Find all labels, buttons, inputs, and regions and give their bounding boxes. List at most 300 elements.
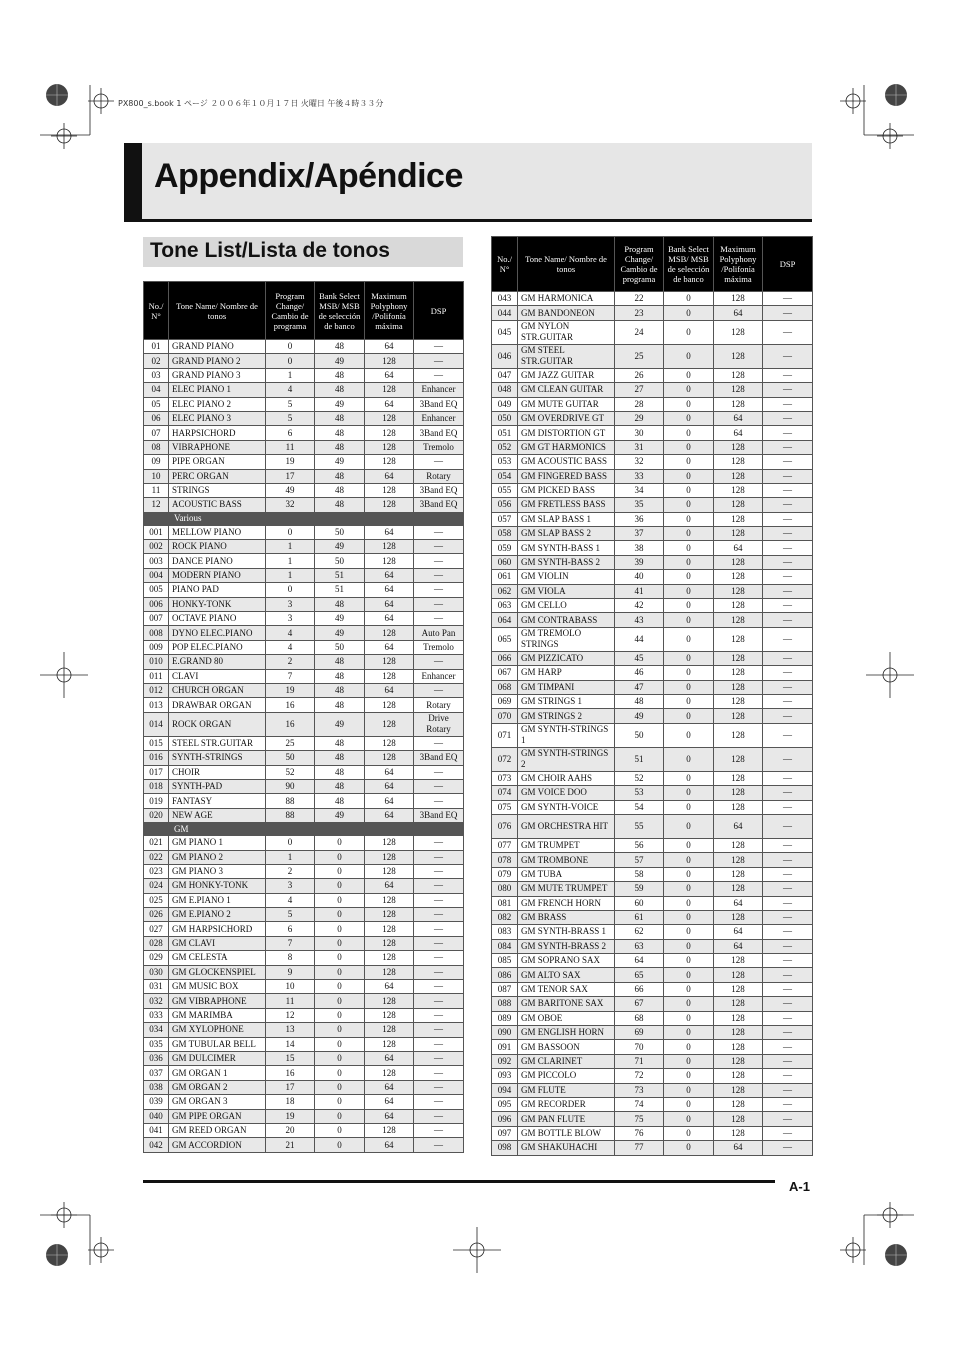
cell-poly: 128 (714, 954, 763, 968)
cell-poly: 128 (714, 838, 763, 852)
cell-no: 047 (492, 368, 518, 382)
cell-dsp: — (414, 922, 464, 936)
tone-table-left-body (144, 340, 464, 1153)
table-row (144, 808, 464, 822)
cell-msb: 0 (664, 306, 714, 320)
cell-name: GM TUBULAR BELL (169, 1037, 266, 1051)
cell-no: 07 (144, 426, 169, 440)
table-row (492, 1141, 813, 1155)
section-title: Tone List/Lista de tonos (150, 239, 390, 262)
cell-pc: 21 (266, 1138, 315, 1152)
cell-name: GM ORGAN 3 (169, 1095, 266, 1109)
cell-pc: 76 (615, 1126, 664, 1140)
cell-dsp: — (414, 864, 464, 878)
cell-no: 022 (144, 850, 169, 864)
cell-no: 041 (144, 1123, 169, 1137)
cell-no: 006 (144, 597, 169, 611)
col-header-no: No./ N° (144, 282, 169, 340)
cell-name: GM RECORDER (518, 1097, 615, 1111)
cell-poly: 128 (714, 1011, 763, 1025)
cell-poly: 128 (365, 736, 414, 750)
cell-name: GM ORGAN 2 (169, 1080, 266, 1094)
cell-dsp: — (414, 1109, 464, 1123)
cell-poly: 128 (714, 383, 763, 397)
cell-poly: 64 (365, 568, 414, 582)
cell-msb: 48 (315, 779, 365, 793)
cell-pc: 6 (266, 426, 315, 440)
cell-name: GM PAN FLUTE (518, 1112, 615, 1126)
cell-poly: 64 (365, 794, 414, 808)
col-header-program-change: Program Change/ Cambio de programa (266, 282, 315, 340)
cell-pc: 16 (266, 712, 315, 736)
cell-msb: 0 (664, 954, 714, 968)
cell-pc: 75 (615, 1112, 664, 1126)
cell-pc: 4 (266, 893, 315, 907)
table-row (492, 867, 813, 881)
cell-pc: 1 (266, 850, 315, 864)
cell-msb: 49 (315, 397, 365, 411)
cell-poly: 128 (714, 910, 763, 924)
cell-no: 090 (492, 1026, 518, 1040)
table-row (492, 1112, 813, 1126)
cell-pc: 5 (266, 397, 315, 411)
cell-no: 050 (492, 411, 518, 425)
cell-msb: 0 (664, 1112, 714, 1126)
cell-pc: 60 (615, 896, 664, 910)
cell-msb: 0 (664, 867, 714, 881)
table-row (492, 455, 813, 469)
cell-pc: 39 (615, 555, 664, 569)
cell-pc: 17 (266, 469, 315, 483)
cell-no: 045 (492, 320, 518, 344)
cell-dsp: — (763, 599, 813, 613)
cell-dsp: — (763, 910, 813, 924)
cell-msb: 0 (664, 747, 714, 771)
cell-pc: 11 (266, 994, 315, 1008)
table-row (144, 922, 464, 936)
cell-msb: 0 (315, 1095, 365, 1109)
cell-poly: 64 (365, 1080, 414, 1094)
cell-name: GM SYNTH-BRASS 1 (518, 925, 615, 939)
cell-poly: 128 (714, 723, 763, 747)
cell-msb: 0 (664, 483, 714, 497)
table-row (492, 584, 813, 598)
cell-pc: 47 (615, 680, 664, 694)
cell-msb: 48 (315, 368, 365, 382)
cell-pc: 40 (615, 570, 664, 584)
cell-dsp: — (763, 1097, 813, 1111)
cell-dsp: — (763, 925, 813, 939)
cell-no: 060 (492, 555, 518, 569)
table-row (492, 498, 813, 512)
cell-no: 088 (492, 997, 518, 1011)
cell-name: MODERN PIANO (169, 568, 266, 582)
cell-name: GM CONTRABASS (518, 613, 615, 627)
group-row (144, 512, 464, 525)
col-header-dsp: DSP (763, 237, 813, 292)
cell-dsp: — (414, 597, 464, 611)
table-row (144, 1080, 464, 1094)
cell-dsp: — (414, 893, 464, 907)
cell-no: 013 (144, 698, 169, 712)
cell-poly: 128 (714, 771, 763, 785)
cell-msb: 0 (664, 1040, 714, 1054)
cell-poly: 64 (365, 779, 414, 793)
cell-msb: 48 (315, 669, 365, 683)
cell-poly: 128 (365, 951, 414, 965)
cell-name: GM SYNTH-BASS 1 (518, 541, 615, 555)
cell-dsp: Enhancer (414, 383, 464, 397)
cell-dsp: — (414, 951, 464, 965)
cell-pc: 32 (615, 455, 664, 469)
cell-name: DYNO ELEC.PIANO (169, 626, 266, 640)
cell-no: 094 (492, 1083, 518, 1097)
cell-poly: 128 (714, 397, 763, 411)
table-row (144, 640, 464, 654)
cell-poly: 64 (365, 397, 414, 411)
col-header-bank-select: Bank Select MSB/ MSB de selección de banco (315, 282, 365, 340)
cell-pc: 3 (266, 597, 315, 611)
table-row (492, 814, 813, 838)
cell-poly: 128 (714, 747, 763, 771)
cell-poly: 128 (714, 853, 763, 867)
cell-name: GM HONKY-TONK (169, 879, 266, 893)
cell-no: 057 (492, 512, 518, 526)
cell-pc: 56 (615, 838, 664, 852)
cell-dsp: — (763, 1069, 813, 1083)
cell-msb: 0 (664, 997, 714, 1011)
table-row (492, 1040, 813, 1054)
table-row (492, 968, 813, 982)
cell-no: 011 (144, 669, 169, 683)
cell-no: 03 (144, 368, 169, 382)
cell-dsp: — (414, 765, 464, 779)
cell-poly: 64 (714, 1141, 763, 1155)
cell-name: GM FINGERED BASS (518, 469, 615, 483)
cell-no: 073 (492, 771, 518, 785)
cell-name: ELEC PIANO 1 (169, 383, 266, 397)
cell-msb: 51 (315, 568, 365, 582)
table-row (144, 965, 464, 979)
cell-no: 066 (492, 651, 518, 665)
cell-poly: 64 (365, 808, 414, 822)
cell-dsp: — (763, 1011, 813, 1025)
table-row (144, 525, 464, 539)
cell-msb: 0 (664, 651, 714, 665)
cell-poly: 128 (365, 698, 414, 712)
cell-pc: 0 (266, 340, 315, 354)
cell-poly: 64 (365, 980, 414, 994)
cell-msb: 0 (664, 694, 714, 708)
cell-msb: 0 (664, 939, 714, 953)
cell-pc: 4 (266, 640, 315, 654)
cell-poly: 128 (714, 1040, 763, 1054)
cell-poly: 128 (714, 680, 763, 694)
table-row (144, 411, 464, 425)
table-row (492, 512, 813, 526)
cell-poly: 64 (365, 765, 414, 779)
cell-pc: 13 (266, 1023, 315, 1037)
cell-poly: 64 (714, 896, 763, 910)
cell-name: ROCK PIANO (169, 540, 266, 554)
cell-poly: 128 (714, 613, 763, 627)
cell-poly: 128 (714, 1097, 763, 1111)
cell-no: 018 (144, 779, 169, 793)
cell-poly: 64 (714, 411, 763, 425)
cell-name: GM SYNTH-BRASS 2 (518, 939, 615, 953)
cell-msb: 0 (664, 786, 714, 800)
cell-pc: 25 (266, 736, 315, 750)
cell-msb: 49 (315, 455, 365, 469)
cell-dsp: — (763, 469, 813, 483)
cell-poly: 64 (365, 879, 414, 893)
cell-name: FANTASY (169, 794, 266, 808)
cell-poly: 128 (365, 1023, 414, 1037)
cell-msb: 0 (664, 555, 714, 569)
cell-dsp: — (763, 771, 813, 785)
cell-name: GRAND PIANO 3 (169, 368, 266, 382)
cell-name: GRAND PIANO (169, 340, 266, 354)
cell-msb: 0 (664, 320, 714, 344)
cell-no: 092 (492, 1054, 518, 1068)
cell-no: 028 (144, 936, 169, 950)
table-row (492, 411, 813, 425)
cell-dsp: — (414, 368, 464, 382)
cell-dsp: — (763, 1040, 813, 1054)
cell-dsp: — (763, 320, 813, 344)
cell-pc: 31 (615, 440, 664, 454)
table-row (144, 1008, 464, 1022)
cell-name: GM BRASS (518, 910, 615, 924)
cell-msb: 0 (664, 968, 714, 982)
cell-dsp: — (414, 1095, 464, 1109)
cell-pc: 4 (266, 626, 315, 640)
cell-pc: 54 (615, 800, 664, 814)
cell-pc: 51 (615, 747, 664, 771)
cell-poly: 128 (365, 411, 414, 425)
cell-dsp: — (763, 786, 813, 800)
cell-dsp: — (414, 1123, 464, 1137)
cell-name: GM BANDONEON (518, 306, 615, 320)
cell-poly: 128 (714, 344, 763, 368)
cell-poly: 128 (365, 354, 414, 368)
cell-poly: 64 (365, 1051, 414, 1065)
group-label: GM (144, 823, 464, 836)
cell-name: GM VOICE DOO (518, 786, 615, 800)
cell-name: GM REED ORGAN (169, 1123, 266, 1137)
table-row (492, 1054, 813, 1068)
cell-name: GM CELESTA (169, 951, 266, 965)
table-row (144, 469, 464, 483)
cell-poly: 64 (714, 541, 763, 555)
cell-poly: 64 (365, 1109, 414, 1123)
cell-no: 001 (144, 525, 169, 539)
cell-name: GM DULCIMER (169, 1051, 266, 1065)
cell-dsp: — (414, 525, 464, 539)
cell-poly: 128 (365, 936, 414, 950)
cell-dsp: — (414, 1008, 464, 1022)
cell-name: GM PICKED BASS (518, 483, 615, 497)
col-header-polyphony: Maximum Polyphony /Polifonía máxima (365, 282, 414, 340)
cell-msb: 0 (664, 527, 714, 541)
cell-pc: 48 (615, 694, 664, 708)
cell-msb: 0 (664, 723, 714, 747)
cell-dsp: 3Band EQ (414, 426, 464, 440)
table-row (492, 440, 813, 454)
cell-dsp: — (414, 794, 464, 808)
cell-name: ACOUSTIC BASS (169, 498, 266, 512)
table-row (144, 583, 464, 597)
cell-msb: 0 (664, 982, 714, 996)
cell-dsp: — (414, 850, 464, 864)
cell-name: GM SYNTH-STRINGS 1 (518, 723, 615, 747)
cell-no: 003 (144, 554, 169, 568)
table-row (492, 541, 813, 555)
cell-no: 084 (492, 939, 518, 953)
cell-no: 008 (144, 626, 169, 640)
cell-name: HONKY-TONK (169, 597, 266, 611)
cell-pc: 62 (615, 925, 664, 939)
table-row (492, 527, 813, 541)
col-header-dsp: DSP (414, 282, 464, 340)
cell-pc: 90 (266, 779, 315, 793)
cell-poly: 128 (714, 455, 763, 469)
cell-name: GM PICCOLO (518, 1069, 615, 1083)
cell-poly: 128 (365, 1037, 414, 1051)
cell-poly: 128 (714, 1083, 763, 1097)
cell-msb: 0 (315, 1051, 365, 1065)
cell-dsp: — (414, 568, 464, 582)
cell-no: 037 (144, 1066, 169, 1080)
cell-poly: 128 (714, 968, 763, 982)
cell-no: 042 (144, 1138, 169, 1152)
cell-dsp: Rotary (414, 698, 464, 712)
cell-poly: 128 (714, 997, 763, 1011)
cell-no: 095 (492, 1097, 518, 1111)
cell-poly: 128 (714, 498, 763, 512)
cell-pc: 69 (615, 1026, 664, 1040)
cell-pc: 72 (615, 1069, 664, 1083)
cell-dsp: — (763, 1112, 813, 1126)
cell-name: GM SYNTH-BASS 2 (518, 555, 615, 569)
cell-msb: 48 (315, 340, 365, 354)
table-row (492, 570, 813, 584)
cell-no: 075 (492, 800, 518, 814)
cell-poly: 64 (714, 939, 763, 953)
cell-name: GM SYNTH-VOICE (518, 800, 615, 814)
cell-dsp: Tremolo (414, 640, 464, 654)
cell-no: 010 (144, 655, 169, 669)
cell-poly: 128 (365, 850, 414, 864)
cell-dsp: 3Band EQ (414, 498, 464, 512)
cell-no: 093 (492, 1069, 518, 1083)
cell-pc: 1 (266, 568, 315, 582)
cell-no: 11 (144, 483, 169, 497)
cell-msb: 0 (664, 368, 714, 382)
table-row (492, 1097, 813, 1111)
cell-msb: 0 (664, 1097, 714, 1111)
cell-pc: 0 (266, 583, 315, 597)
table-row (144, 597, 464, 611)
cell-pc: 18 (266, 1095, 315, 1109)
cell-dsp: — (763, 584, 813, 598)
cell-no: 10 (144, 469, 169, 483)
cell-pc: 50 (266, 751, 315, 765)
cell-dsp: — (763, 498, 813, 512)
cell-poly: 128 (714, 570, 763, 584)
cell-poly: 128 (714, 666, 763, 680)
cell-msb: 0 (315, 893, 365, 907)
cell-pc: 63 (615, 939, 664, 953)
cell-name: GM MARIMBA (169, 1008, 266, 1022)
cell-poly: 64 (365, 597, 414, 611)
cell-dsp: — (763, 512, 813, 526)
table-row (144, 397, 464, 411)
table-row (144, 368, 464, 382)
cell-msb: 48 (315, 655, 365, 669)
cell-pc: 5 (266, 908, 315, 922)
cell-dsp: — (414, 879, 464, 893)
cell-dsp: — (763, 666, 813, 680)
cell-dsp: 3Band EQ (414, 483, 464, 497)
tone-table-right (491, 236, 813, 1156)
cell-no: 091 (492, 1040, 518, 1054)
cell-dsp: — (414, 1023, 464, 1037)
cell-name: GM VIOLA (518, 584, 615, 598)
cell-pc: 65 (615, 968, 664, 982)
cell-name: GM STRINGS 2 (518, 709, 615, 723)
cell-no: 020 (144, 808, 169, 822)
cell-poly: 128 (365, 440, 414, 454)
cell-poly: 128 (365, 864, 414, 878)
cell-msb: 0 (664, 680, 714, 694)
cell-no: 076 (492, 814, 518, 838)
cell-pc: 55 (615, 814, 664, 838)
table-row (144, 340, 464, 354)
cell-no: 074 (492, 786, 518, 800)
cell-name: ROCK ORGAN (169, 712, 266, 736)
cell-no: 048 (492, 383, 518, 397)
cell-msb: 0 (664, 397, 714, 411)
col-header-bank-select: Bank Select MSB/ MSB de selección de banco (664, 237, 714, 292)
table-row (144, 908, 464, 922)
table-row (492, 651, 813, 665)
cell-msb: 0 (664, 512, 714, 526)
cell-msb: 48 (315, 426, 365, 440)
cell-name: NEW AGE (169, 808, 266, 822)
cell-msb: 48 (315, 765, 365, 779)
cell-poly: 128 (365, 483, 414, 497)
cell-no: 067 (492, 666, 518, 680)
cell-no: 071 (492, 723, 518, 747)
cell-name: GM PIANO 2 (169, 850, 266, 864)
table-row (144, 751, 464, 765)
cell-name: GM GT HARMONICS (518, 440, 615, 454)
cell-dsp: 3Band EQ (414, 751, 464, 765)
table-row (492, 426, 813, 440)
cell-name: GM BASSOON (518, 1040, 615, 1054)
cell-msb: 0 (664, 440, 714, 454)
table-row (492, 1126, 813, 1140)
table-row (144, 1066, 464, 1080)
cell-poly: 128 (714, 440, 763, 454)
cell-poly: 64 (365, 683, 414, 697)
cell-pc: 3 (266, 612, 315, 626)
cell-pc: 44 (615, 627, 664, 651)
cell-dsp: Enhancer (414, 669, 464, 683)
cell-pc: 19 (266, 683, 315, 697)
cell-poly: 64 (365, 640, 414, 654)
